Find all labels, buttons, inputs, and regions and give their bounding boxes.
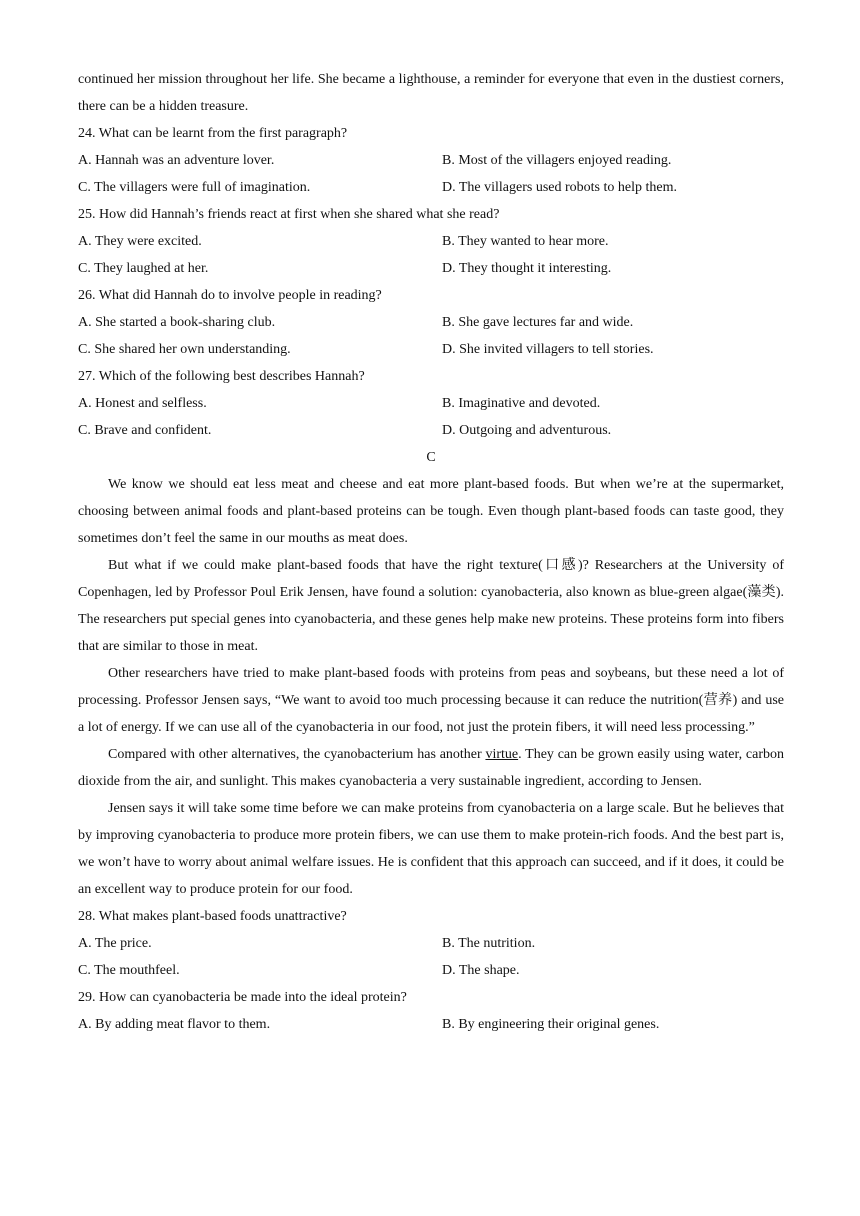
passage-c-paragraph-1: We know we should eat less meat and cheese and eat more plant-based foods. But when we’re at the supermarket, choosing between animal foods and plant-based proteins can be tough. Even though plant-based foods can taste good, they sometimes don’t feel the same in our mouths as meat does.: [78, 477, 784, 546]
question-28-option-d: D. The shape.: [442, 963, 520, 978]
question-24-option-a: A. Hannah was an adventure lover.: [78, 153, 275, 168]
question-28-stem: 28. What makes plant-based foods unattractive?: [78, 909, 347, 924]
paragraph-4-text-after: . They can be grown easily using water, carbon dioxide from the air, and sunlight. This makes cyanobacteria a very sustainable ingredient, according to Jensen.: [78, 747, 784, 789]
question-27-option-d: D. Outgoing and adventurous.: [442, 423, 612, 438]
passage-c-paragraph-4: [78, 741, 784, 795]
question-24-option-d: D. The villagers used robots to help them.: [442, 180, 677, 195]
question-25-stem: 25. How did Hannah’s friends react at first when she shared what she read?: [78, 207, 500, 222]
question-28-option-b: B. The nutrition.: [442, 936, 536, 951]
passage-b-continued-paragraph: continued her mission throughout her life. She became a lighthouse, a reminder for everyone that even in the dustiest corners, there can be a hidden treasure.: [78, 72, 784, 114]
question-27-option-b: B. Imaginative and devoted.: [442, 396, 601, 411]
question-24-options: [78, 147, 784, 201]
question-27-option-a: A. Honest and selfless.: [78, 396, 207, 411]
question-24-option-b: B. Most of the villagers enjoyed reading.: [442, 153, 672, 168]
question-26-option-a: A. She started a book-sharing club.: [78, 315, 276, 330]
question-26-options: [78, 309, 784, 363]
question-28-options: [78, 930, 784, 984]
question-29-option-a: A. By adding meat flavor to them.: [78, 1017, 271, 1032]
question-25-option-b: B. They wanted to hear more.: [442, 234, 609, 249]
question-25-options: [78, 228, 784, 282]
question-29-option-b: B. By engineering their original genes.: [442, 1017, 660, 1032]
exam-page: [78, 66, 784, 1038]
question-27-options: [78, 390, 784, 444]
question-25-option-d: D. They thought it interesting.: [442, 261, 612, 276]
question-26-option-b: B. She gave lectures far and wide.: [442, 315, 634, 330]
question-25-option-a: A. They were excited.: [78, 234, 202, 249]
question-29-stem: 29. How can cyanobacteria be made into the ideal protein?: [78, 990, 407, 1005]
question-26-option-d: D. She invited villagers to tell stories.: [442, 342, 654, 357]
passage-c-paragraph-3: Other researchers have tried to make plant-based foods with proteins from peas and soybeans, but these need a lot of processing. Professor Jensen says, “We want to avoid too much processing because it can reduce the nutrition(营养) and use a lot of energy. If we can use all of the cyanobacteria in our food, not just the protein fibers, it will need less processing.”: [78, 666, 784, 735]
question-28-option-a: A. The price.: [78, 936, 152, 951]
passage-c-paragraph-2: But what if we could make plant-based foods that have the right texture(口感)? Researchers at the University of Copenhagen, led by Professor Poul Erik Jensen, have found a solution: cyanobacteria, also known as blue-green algae(藻类). The researchers put special genes into cyanobacteria, and these genes help make new proteins. These proteins form into fibers that are similar to those in meat.: [78, 558, 784, 654]
question-26-option-c: C. She shared her own understanding.: [78, 342, 291, 357]
question-26-stem: 26. What did Hannah do to involve people in reading?: [78, 288, 382, 303]
question-27-stem: 27. Which of the following best describes Hannah?: [78, 369, 365, 384]
question-24-option-c: C. The villagers were full of imagination.: [78, 180, 311, 195]
passage-c-heading: C: [426, 450, 436, 465]
passage-c-paragraph-5: Jensen says it will take some time before we can make proteins from cyanobacteria on a large scale. But he believes that by improving cyanobacteria to produce more protein fibers, we can use them to make protein-rich foods. And the best part is, we won’t have to worry about animal welfare issues. He is confident that this approach can succeed, and if it does, it could be an excellent way to produce protein for our food.: [78, 801, 784, 897]
question-27-option-c: C. Brave and confident.: [78, 423, 212, 438]
question-29-options: [78, 1011, 784, 1038]
paragraph-4-text-before: Compared with other alternatives, the cyanobacterium has another: [108, 747, 486, 762]
question-28-option-c: C. The mouthfeel.: [78, 963, 180, 978]
underlined-word-virtue: virtue: [485, 747, 519, 762]
question-24-stem: 24. What can be learnt from the first paragraph?: [78, 126, 348, 141]
question-25-option-c: C. They laughed at her.: [78, 261, 209, 276]
